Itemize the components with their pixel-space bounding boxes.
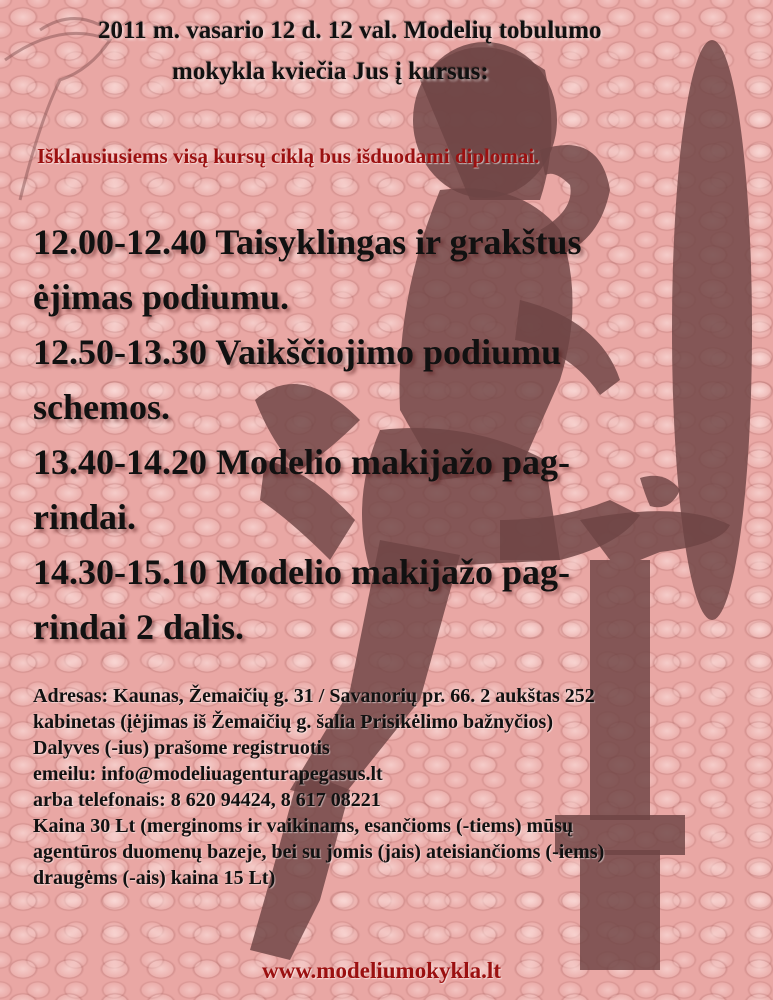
phone-line: arba telefonais: 8 620 94424, 8 617 08221 — [33, 789, 381, 811]
schedule-line-5: 13.40-14.20 Modelio makijažo pag- — [33, 442, 570, 482]
schedule-line-1: 12.00-12.40 Taisyklingas ir grakštus — [33, 222, 582, 262]
room-line: kabinetas (įėjimas iš Žemaičių g. šalia Prisikėlimo bažnyčios) — [33, 711, 553, 733]
schedule-line-3: 12.50-13.30 Vaikščiojimo podiumu — [33, 332, 562, 372]
address-line: Adresas: Kaunas, Žemaičių g. 31 / Savanorių pr. 66. 2 aukštas 252 — [33, 685, 595, 707]
website-link[interactable]: www.modeliumokykla.lt — [262, 958, 501, 983]
invitation-heading-line-2: mokykla kviečia Jus į kursus: — [172, 58, 489, 85]
schedule-line-6: rindai. — [33, 497, 137, 537]
schedule-line-2: ėjimas podiumu. — [33, 277, 290, 317]
price-line-1: Kaina 30 Lt (merginoms ir vaikinams, esančioms (-tiems) mūsų — [33, 815, 574, 837]
registration-line: Dalyves (-ius) prašome registruotis — [33, 737, 330, 759]
email-line: emeilu: info@modeliuagenturapegasus.lt — [33, 763, 383, 785]
schedule-line-8: rindai 2 dalis. — [33, 607, 245, 647]
price-line-3: draugėms (-ais) kaina 15 Lt) — [33, 867, 276, 889]
price-line-2: agentūros duomenų bazeje, bei su jomis (jais) ateisiančioms (-iems) — [33, 841, 605, 863]
schedule-line-4: schemos. — [33, 387, 170, 427]
schedule-line-7: 14.30-15.10 Modelio makijažo pag- — [33, 552, 570, 592]
invitation-heading-line-1: 2011 m. vasario 12 d. 12 val. Modelių tobulumo — [98, 17, 602, 44]
pegasus-sketch — [5, 33, 110, 200]
diploma-notice: Išklausiusiems visą kursų ciklą bus išduodami diplomai. — [37, 144, 540, 168]
